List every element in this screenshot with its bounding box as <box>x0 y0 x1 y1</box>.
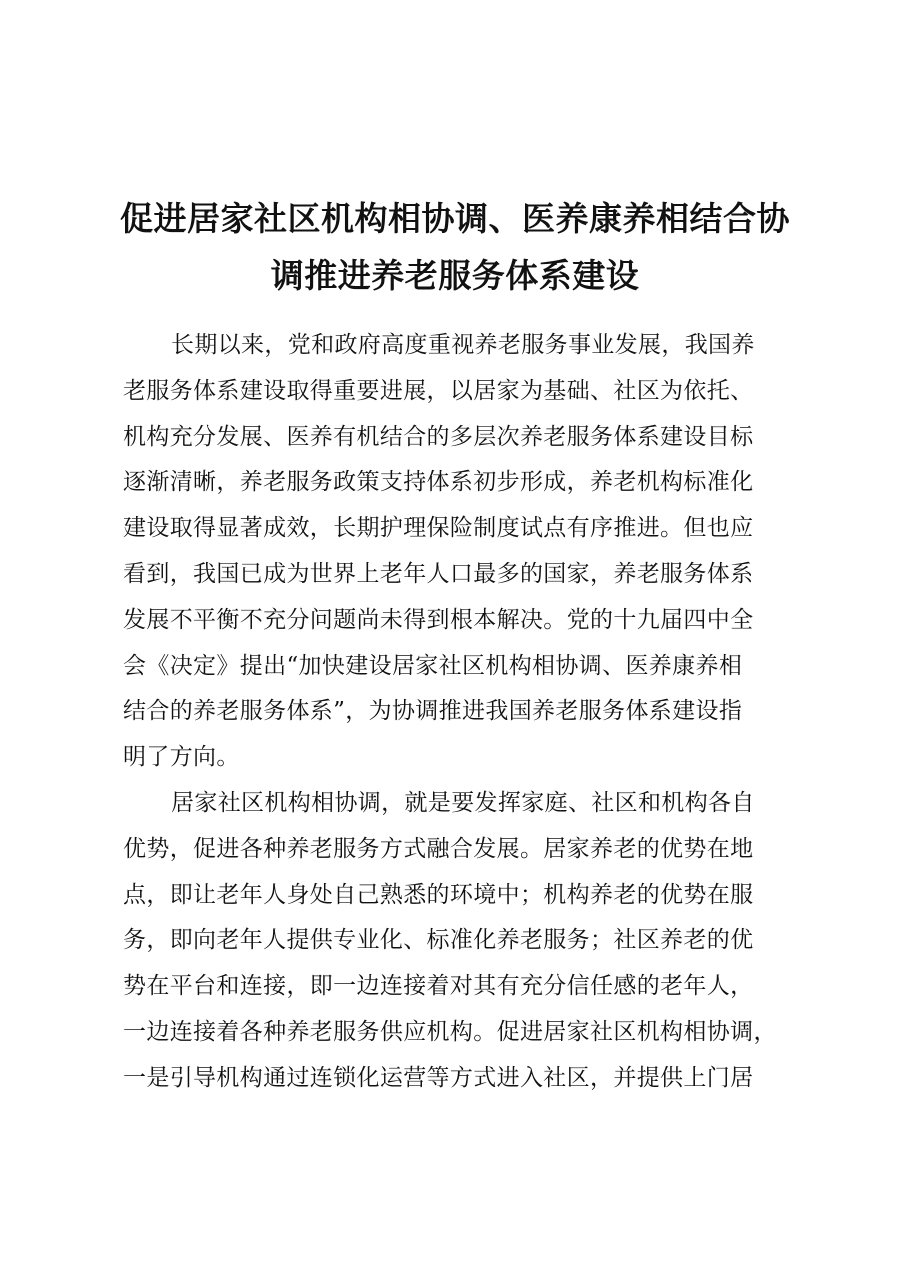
paragraph-line: 明了方向。 <box>123 744 240 771</box>
title-line: 调推进养老服务体系建设 <box>270 256 640 295</box>
document-body <box>123 323 803 1102</box>
paragraph-line: 机构充分发展、医养有机结合的多层次养老服务体系建设目标 <box>123 423 754 450</box>
title-line: 促进居家社区机构相协调、医养康养相结合协 <box>120 199 790 238</box>
paragraph-line: 建设取得显著成效，长期护理保险制度试点有序推进。但也应 <box>123 515 754 542</box>
paragraph-line: 一边连接着各种养老服务供应机构。促进居家社区机构相协调， <box>123 1018 777 1045</box>
paragraph-line: 务，即向老年人提供专业化、标准化养老服务；社区养老的优 <box>123 927 754 954</box>
paragraph-line: 居家社区机构相协调，就是要发挥家庭、社区和机构各自 <box>171 789 755 816</box>
paragraph-line: 优势，促进各种养老服务方式融合发展。居家养老的优势在地 <box>123 835 754 862</box>
paragraph-line: 逐渐清晰，养老服务政策支持体系初步形成，养老机构标准化 <box>123 469 754 496</box>
paragraph-line: 长期以来，党和政府高度重视养老服务事业发展，我国养 <box>171 332 755 358</box>
paragraph-line: 老服务体系建设取得重要进展，以居家为基础、社区为依托、 <box>123 377 754 404</box>
paragraph-line: 看到，我国已成为世界上老年人口最多的国家，养老服务体系 <box>123 560 754 587</box>
paragraph-line: 结合的养老服务体系”，为协调推进我国养老服务体系建设指 <box>123 698 743 725</box>
paragraph-line: 点，即让老年人身处自己熟悉的环境中；机构养老的优势在服 <box>123 881 754 908</box>
paragraph-line: 势在平台和连接，即一边连接着对其有充分信任感的老年人， <box>123 973 754 1000</box>
document-title <box>100 190 810 304</box>
paragraph <box>123 781 803 1102</box>
paragraph-line: 会《决定》提出“加快建设居家社区机构相协调、医养康养相 <box>123 652 743 679</box>
paragraph-line: 一是引导机构通过连锁化运营等方式进入社区，并提供上门居 <box>123 1064 754 1091</box>
paragraph-line: 发展不平衡不充分问题尚未得到根本解决。党的十九届四中全 <box>123 606 754 633</box>
paragraph <box>123 323 803 781</box>
